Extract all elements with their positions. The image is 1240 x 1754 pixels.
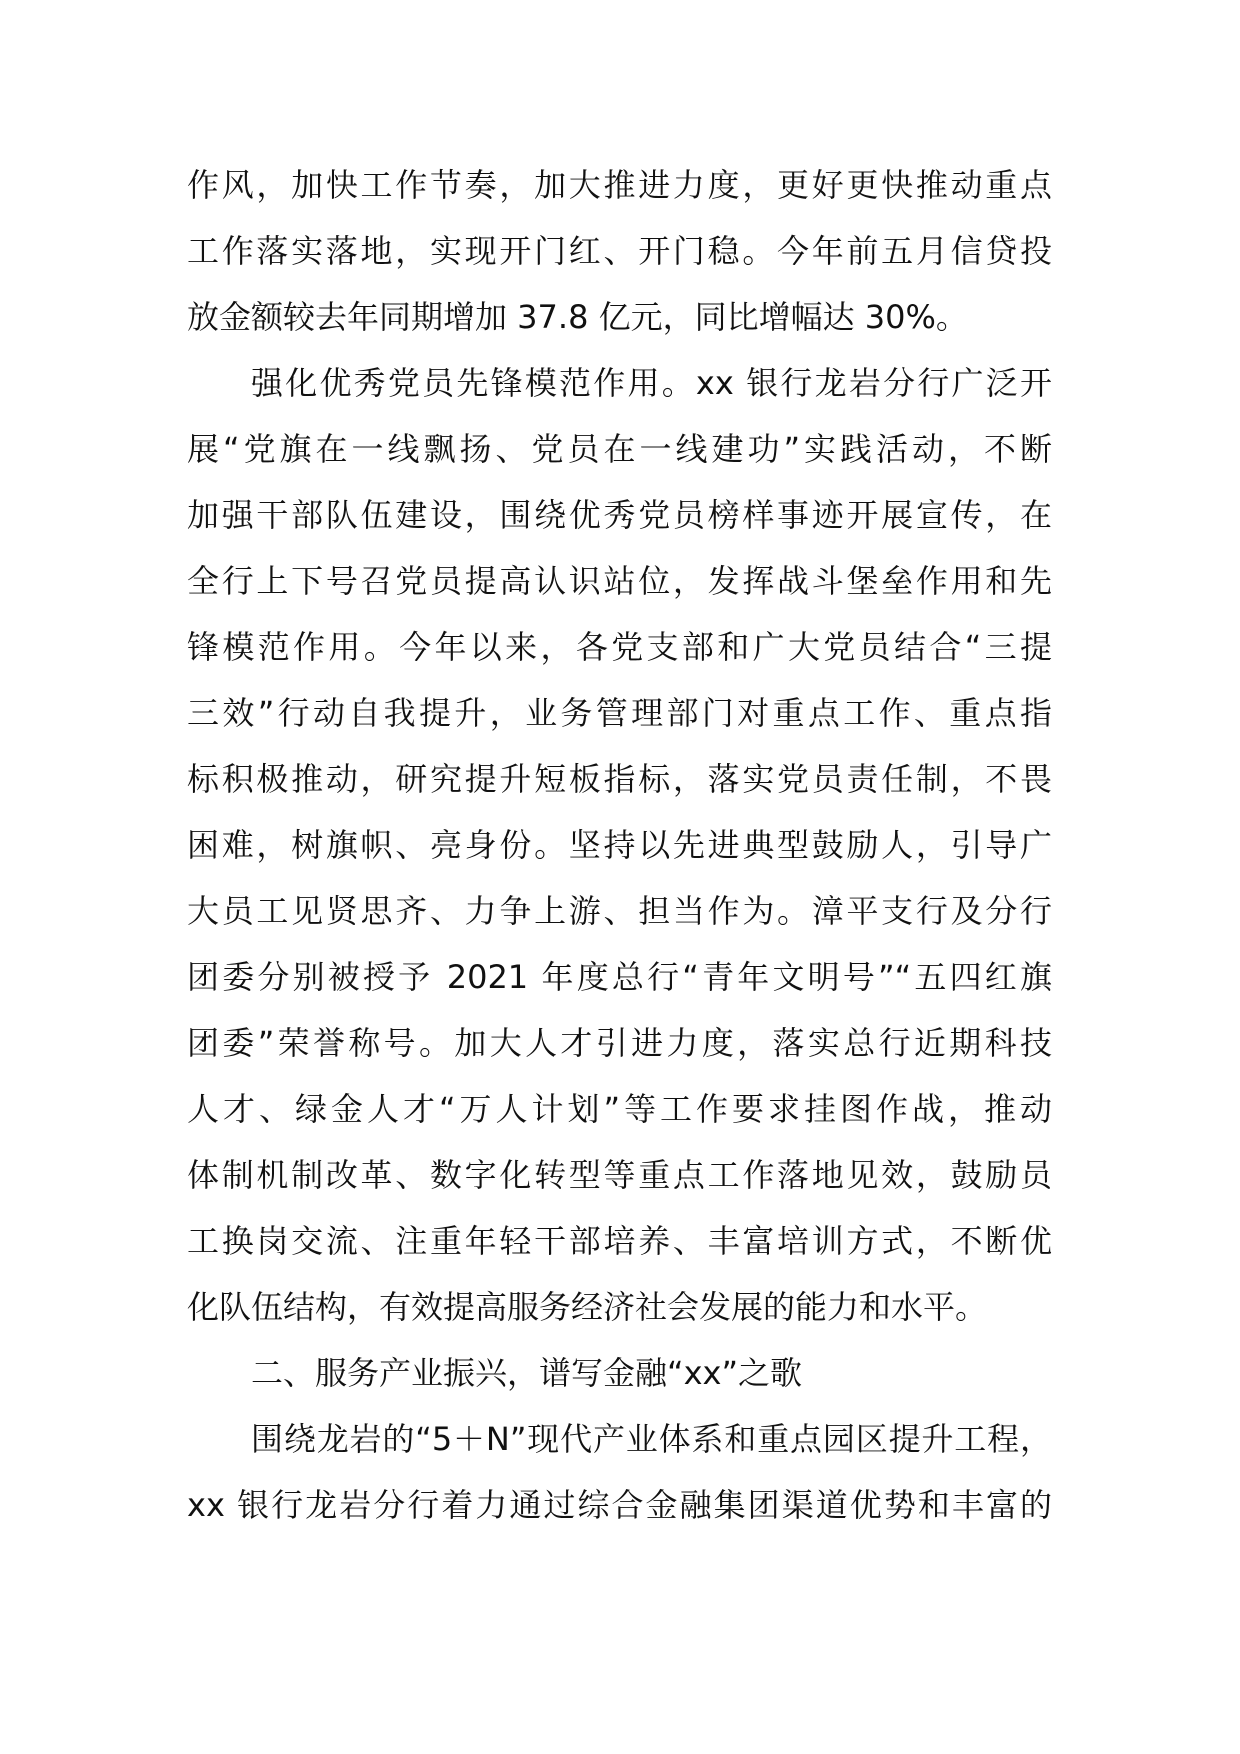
text-line: 全行上下号召党员提高认识站位，发挥战斗堡垒作用和先 <box>187 562 1052 600</box>
text-line: 团委分别被授予 2021 年度总行“青年文明号”“五四红旗 <box>187 958 1052 996</box>
text-line: 展“党旗在一线飘扬、党员在一线建功”实践活动，不断 <box>187 430 1052 468</box>
text-line: 团委”荣誉称号。加大人才引进力度，落实总行近期科技 <box>187 1024 1052 1062</box>
body-text <box>187 152 1052 1538</box>
text-line: 化队伍结构，有效提高服务经济社会发展的能力和水平。 <box>187 1288 988 1326</box>
text-line: 锋模范作用。今年以来，各党支部和广大党员结合“三提 <box>187 628 1052 666</box>
text-line: 标积极推动，研究提升短板指标，落实党员责任制，不畏 <box>187 760 1052 798</box>
paragraph-start-line: 强化优秀党员先锋模范作用。xx 银行龙岩分行广泛开 <box>251 364 1052 402</box>
text-line: 工作落实落地，实现开门红、开门稳。今年前五月信贷投 <box>187 232 1052 270</box>
text-line: 人才、绿金人才“万人计划”等工作要求挂图作战，推动 <box>187 1090 1052 1128</box>
text-line: 放金额较去年同期增加 37.8 亿元，同比增幅达 30%。 <box>187 298 968 336</box>
text-line: 大员工见贤思齐、力争上游、担当作为。漳平支行及分行 <box>187 892 1052 930</box>
text-line: 作风，加快工作节奏，加大推进力度，更好更快推动重点 <box>187 166 1052 204</box>
text-line: 困难，树旗帜、亮身份。坚持以先进典型鼓励人，引导广 <box>187 826 1052 864</box>
text-line: 三效”行动自我提升，业务管理部门对重点工作、重点指 <box>187 694 1052 732</box>
section-heading: 二、服务产业振兴，谱写金融“xx”之歌 <box>251 1354 803 1392</box>
text-line: 工换岗交流、注重年轻干部培养、丰富培训方式，不断优 <box>187 1222 1052 1260</box>
text-line: 体制机制改革、数字化转型等重点工作落地见效，鼓励员 <box>187 1156 1052 1194</box>
text-line: xx 银行龙岩分行着力通过综合金融集团渠道优势和丰富的 <box>187 1486 1052 1524</box>
text-line: 加强干部队伍建设，围绕优秀党员榜样事迹开展宣传，在 <box>187 496 1052 534</box>
paragraph-start-line: 围绕龙岩的“5＋N”现代产业体系和重点园区提升工程， <box>251 1420 1052 1458</box>
